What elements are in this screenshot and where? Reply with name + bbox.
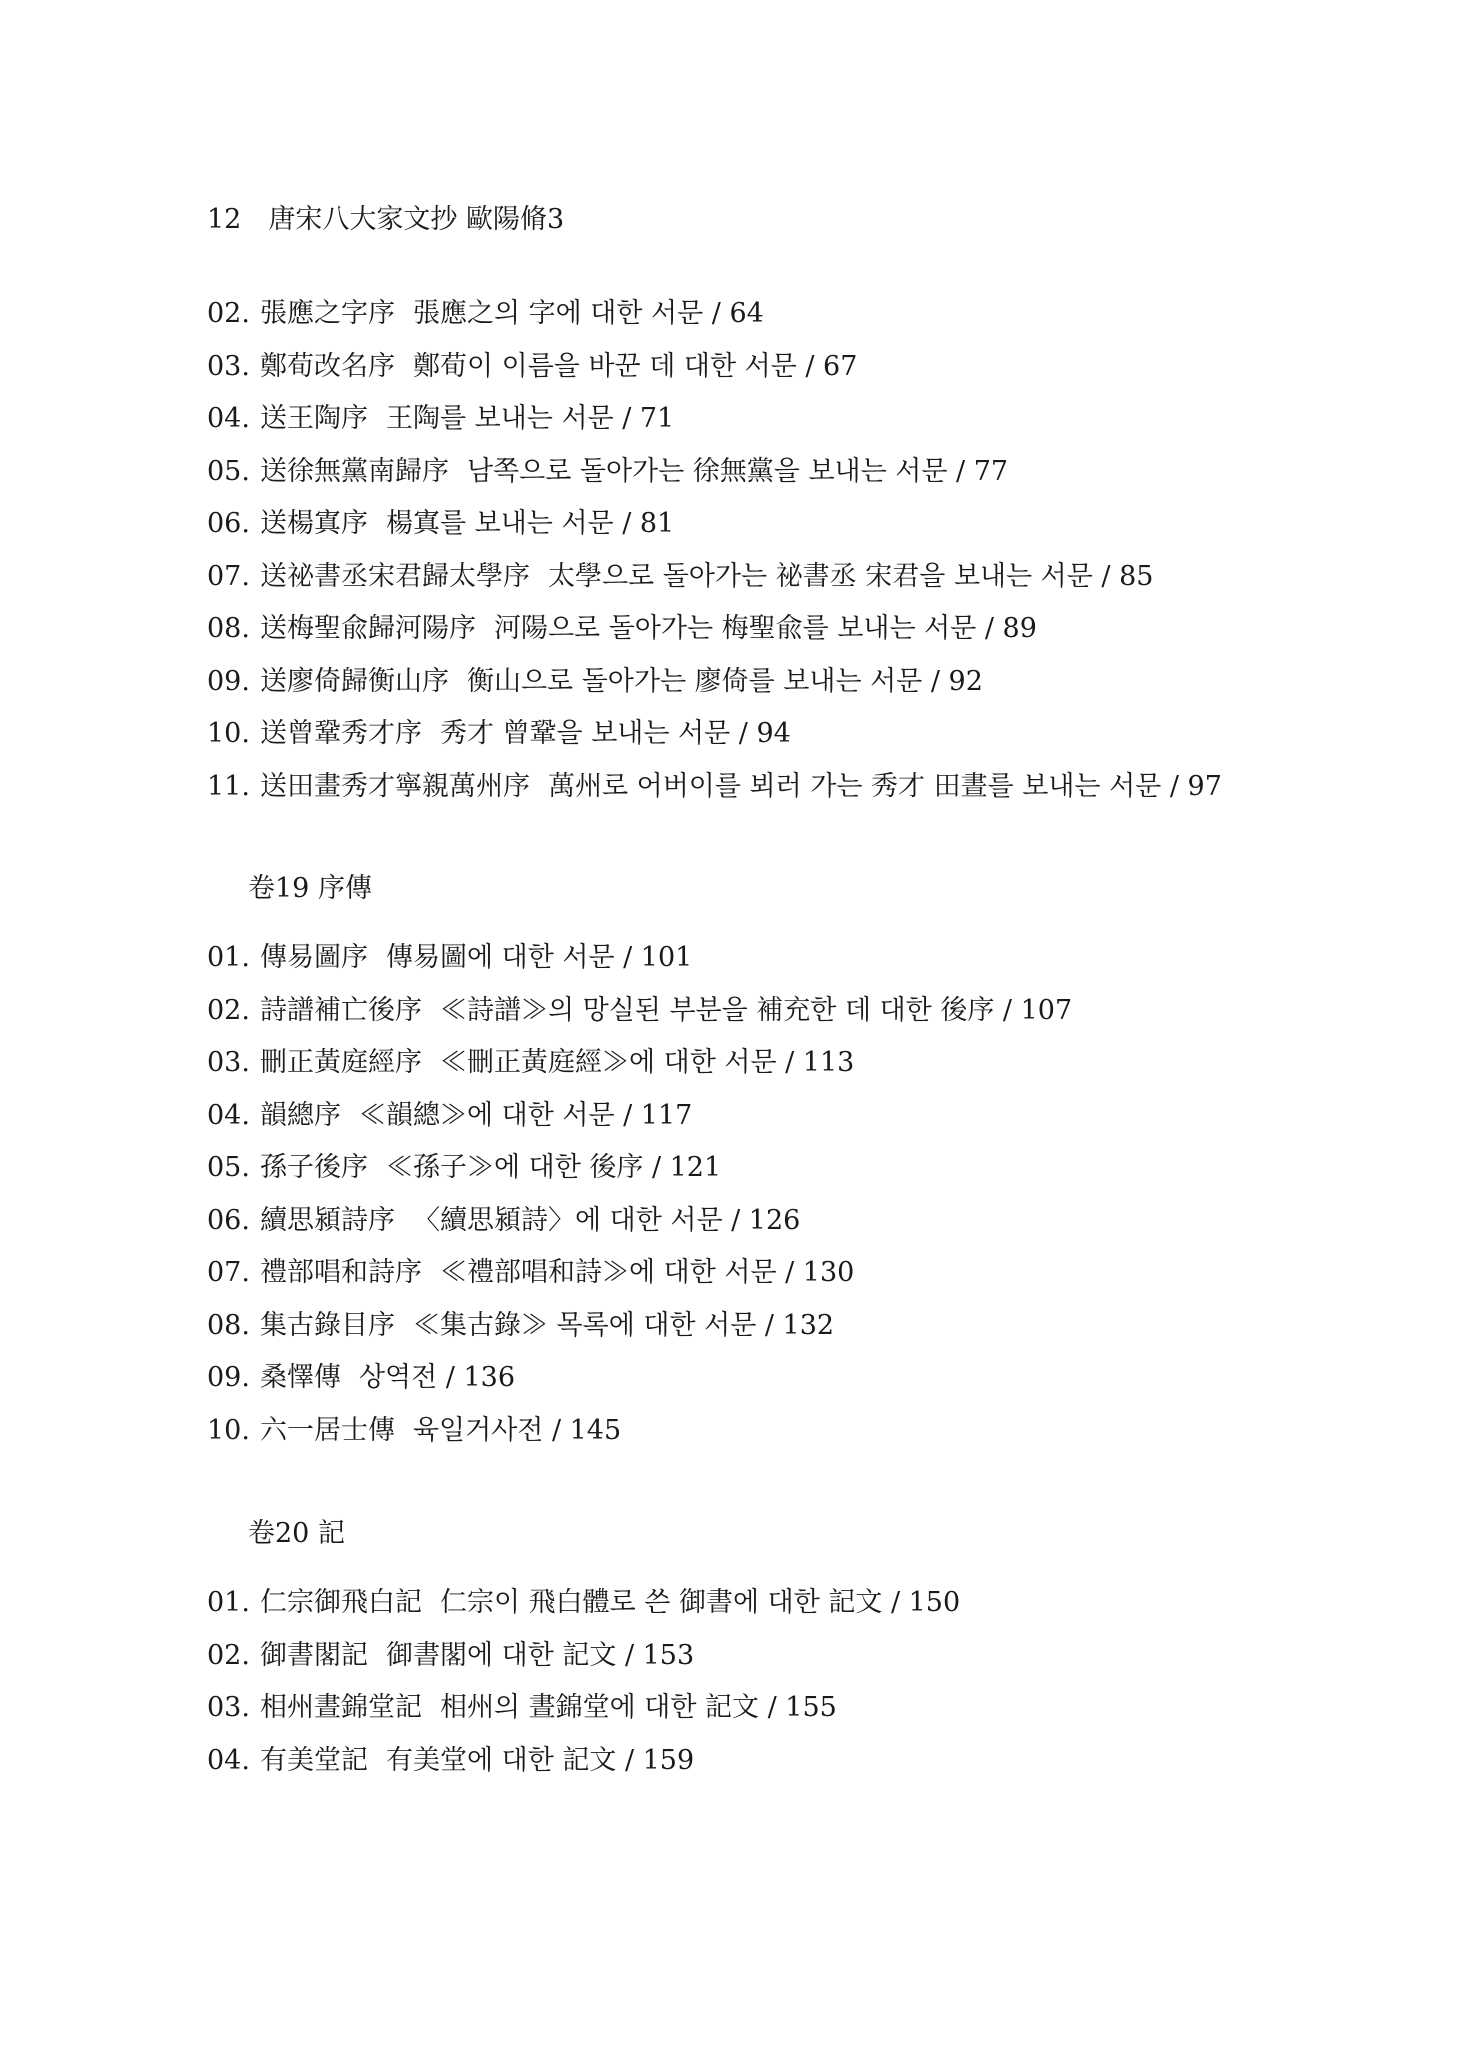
toc-entry [207, 446, 1222, 499]
entry-number: 04. [207, 1744, 250, 1776]
entry-title: 送王陶序 [259, 403, 368, 434]
section-heading-vol19: 卷19 序傳 [248, 873, 372, 904]
entry-title: 送徐無黨南歸序 [259, 455, 449, 487]
entry-description: 秀才 曾鞏을 보내는 서문 / 94 [439, 718, 791, 749]
entry-description: 鄭荀이 이름을 바꾼 데 대한 서문 / 67 [412, 350, 858, 382]
entry-number: 09. [207, 1362, 250, 1393]
entry-description: ≪刪正黃庭經≫에 대한 서문 / 113 [439, 1047, 855, 1078]
section-heading-vol20: 卷20 記 [248, 1518, 345, 1549]
toc-entry [207, 1352, 1072, 1405]
entry-description: 〈續思潁詩〉에 대한 서문 / 126 [412, 1204, 801, 1236]
toc-entry [207, 1735, 960, 1788]
entry-description: 육일거사전 / 145 [412, 1414, 622, 1446]
entry-number: 04. [207, 403, 250, 434]
toc-entry [207, 1405, 1072, 1458]
entry-title: 孫子後序 [259, 1152, 368, 1183]
entry-description: 傳易圖에 대한 서문 / 101 [385, 942, 693, 973]
entry-number: 09. [207, 665, 250, 697]
entry-title: 集古錄目序 [259, 1309, 395, 1341]
entry-title: 送田畫秀才寧親萬州序 [259, 770, 530, 802]
entry-description: 남쪽으로 돌아가는 徐無黨을 보내는 서문 / 77 [466, 455, 1009, 487]
entry-number: 08. [207, 613, 250, 644]
entry-description: ≪韻總≫에 대한 서문 / 117 [358, 1099, 693, 1131]
entry-number: 07. [207, 560, 250, 592]
entry-number: 08. [207, 1309, 250, 1341]
toc-entry [207, 551, 1222, 604]
entry-description: 御書閣에 대한 記文 / 153 [385, 1639, 695, 1671]
entry-title: 韻總序 [259, 1099, 341, 1131]
entry-description: 상역전 / 136 [358, 1362, 515, 1393]
entry-number: 02. [207, 1639, 250, 1671]
toc-entry [207, 288, 1222, 341]
entry-title: 六一居士傳 [259, 1414, 395, 1446]
toc-section-preface-list [207, 288, 1222, 813]
entry-title: 送祕書丞宋君歸太學序 [259, 560, 530, 592]
entry-number: 10. [207, 1414, 250, 1446]
entry-number: 02. [207, 994, 250, 1026]
toc-entry [207, 1577, 960, 1630]
entry-title: 送楊寘序 [259, 508, 368, 539]
toc-section-vol20-list [207, 1577, 960, 1787]
entry-title: 桑懌傳 [259, 1362, 341, 1393]
entry-description: 張應之의 字에 대한 서문 / 64 [412, 298, 764, 329]
entry-description: 太學으로 돌아가는 祕書丞 宋君을 보내는 서문 / 85 [547, 560, 1154, 592]
toc-entry [207, 1142, 1072, 1195]
entry-number: 03. [207, 1047, 250, 1078]
entry-description: ≪禮部唱和詩≫에 대한 서문 / 130 [439, 1257, 855, 1288]
entry-number: 11. [207, 770, 250, 802]
entry-title: 送梅聖兪歸河陽序 [259, 613, 476, 644]
entry-title: 刪正黃庭經序 [259, 1047, 422, 1078]
entry-description: ≪集古錄≫ 목록에 대한 서문 / 132 [412, 1309, 835, 1341]
entry-number: 01. [207, 942, 250, 973]
entry-title: 御書閣記 [259, 1639, 368, 1671]
entry-description: 相州의 晝錦堂에 대한 記文 / 155 [439, 1692, 837, 1723]
entry-description: 河陽으로 돌아가는 梅聖兪를 보내는 서문 / 89 [493, 613, 1037, 644]
entry-number: 03. [207, 350, 250, 382]
toc-entry [207, 1300, 1072, 1353]
entry-number: 02. [207, 298, 250, 329]
toc-entry [207, 1037, 1072, 1090]
entry-number: 06. [207, 1204, 250, 1236]
entry-number: 10. [207, 718, 250, 749]
entry-title: 送曾鞏秀才序 [259, 718, 422, 749]
entry-title: 傳易圖序 [259, 942, 368, 973]
entry-description: 萬州로 어버이를 뵈러 가는 秀才 田晝를 보내는 서문 / 97 [547, 770, 1222, 802]
entry-number: 07. [207, 1257, 250, 1288]
entry-description: 楊寘를 보내는 서문 / 81 [385, 508, 675, 539]
entry-title: 續思潁詩序 [259, 1204, 395, 1236]
toc-entry [207, 932, 1072, 985]
entry-description: 王陶를 보내는 서문 / 71 [385, 403, 675, 434]
toc-entry [207, 761, 1222, 814]
toc-entry [207, 1247, 1072, 1300]
entry-description: ≪詩譜≫의 망실된 부분을 補充한 데 대한 後序 / 107 [439, 994, 1073, 1026]
toc-entry [207, 393, 1222, 446]
toc-entry [207, 603, 1222, 656]
toc-entry [207, 341, 1222, 394]
toc-entry [207, 656, 1222, 709]
entry-number: 03. [207, 1692, 250, 1723]
toc-entry [207, 708, 1222, 761]
entry-description: 仁宗이 飛白體로 쓴 御書에 대한 記文 / 150 [439, 1587, 961, 1618]
entry-title: 相州晝錦堂記 [259, 1692, 422, 1723]
entry-title: 張應之字序 [259, 298, 395, 329]
toc-entry [207, 1682, 960, 1735]
toc-section-vol19-list [207, 932, 1072, 1457]
entry-number: 01. [207, 1587, 250, 1618]
entry-title: 鄭荀改名序 [259, 350, 395, 382]
book-title: 12 唐宋八大家文抄 歐陽脩3 [207, 204, 565, 235]
toc-entry [207, 1090, 1072, 1143]
toc-entry [207, 1195, 1072, 1248]
entry-title: 禮部唱和詩序 [259, 1257, 422, 1288]
entry-description: 有美堂에 대한 記文 / 159 [385, 1744, 695, 1776]
entry-number: 04. [207, 1099, 250, 1131]
entry-description: ≪孫子≫에 대한 後序 / 121 [385, 1152, 722, 1183]
entry-number: 06. [207, 508, 250, 539]
entry-title: 有美堂記 [259, 1744, 368, 1776]
entry-title: 送廖倚歸衡山序 [259, 665, 449, 697]
entry-description: 衡山으로 돌아가는 廖倚를 보내는 서문 / 92 [466, 665, 983, 697]
toc-entry [207, 498, 1222, 551]
entry-number: 05. [207, 1152, 250, 1183]
toc-entry [207, 1630, 960, 1683]
entry-title: 詩譜補亡後序 [259, 994, 422, 1026]
entry-number: 05. [207, 455, 250, 487]
entry-title: 仁宗御飛白記 [259, 1587, 422, 1618]
toc-entry [207, 985, 1072, 1038]
